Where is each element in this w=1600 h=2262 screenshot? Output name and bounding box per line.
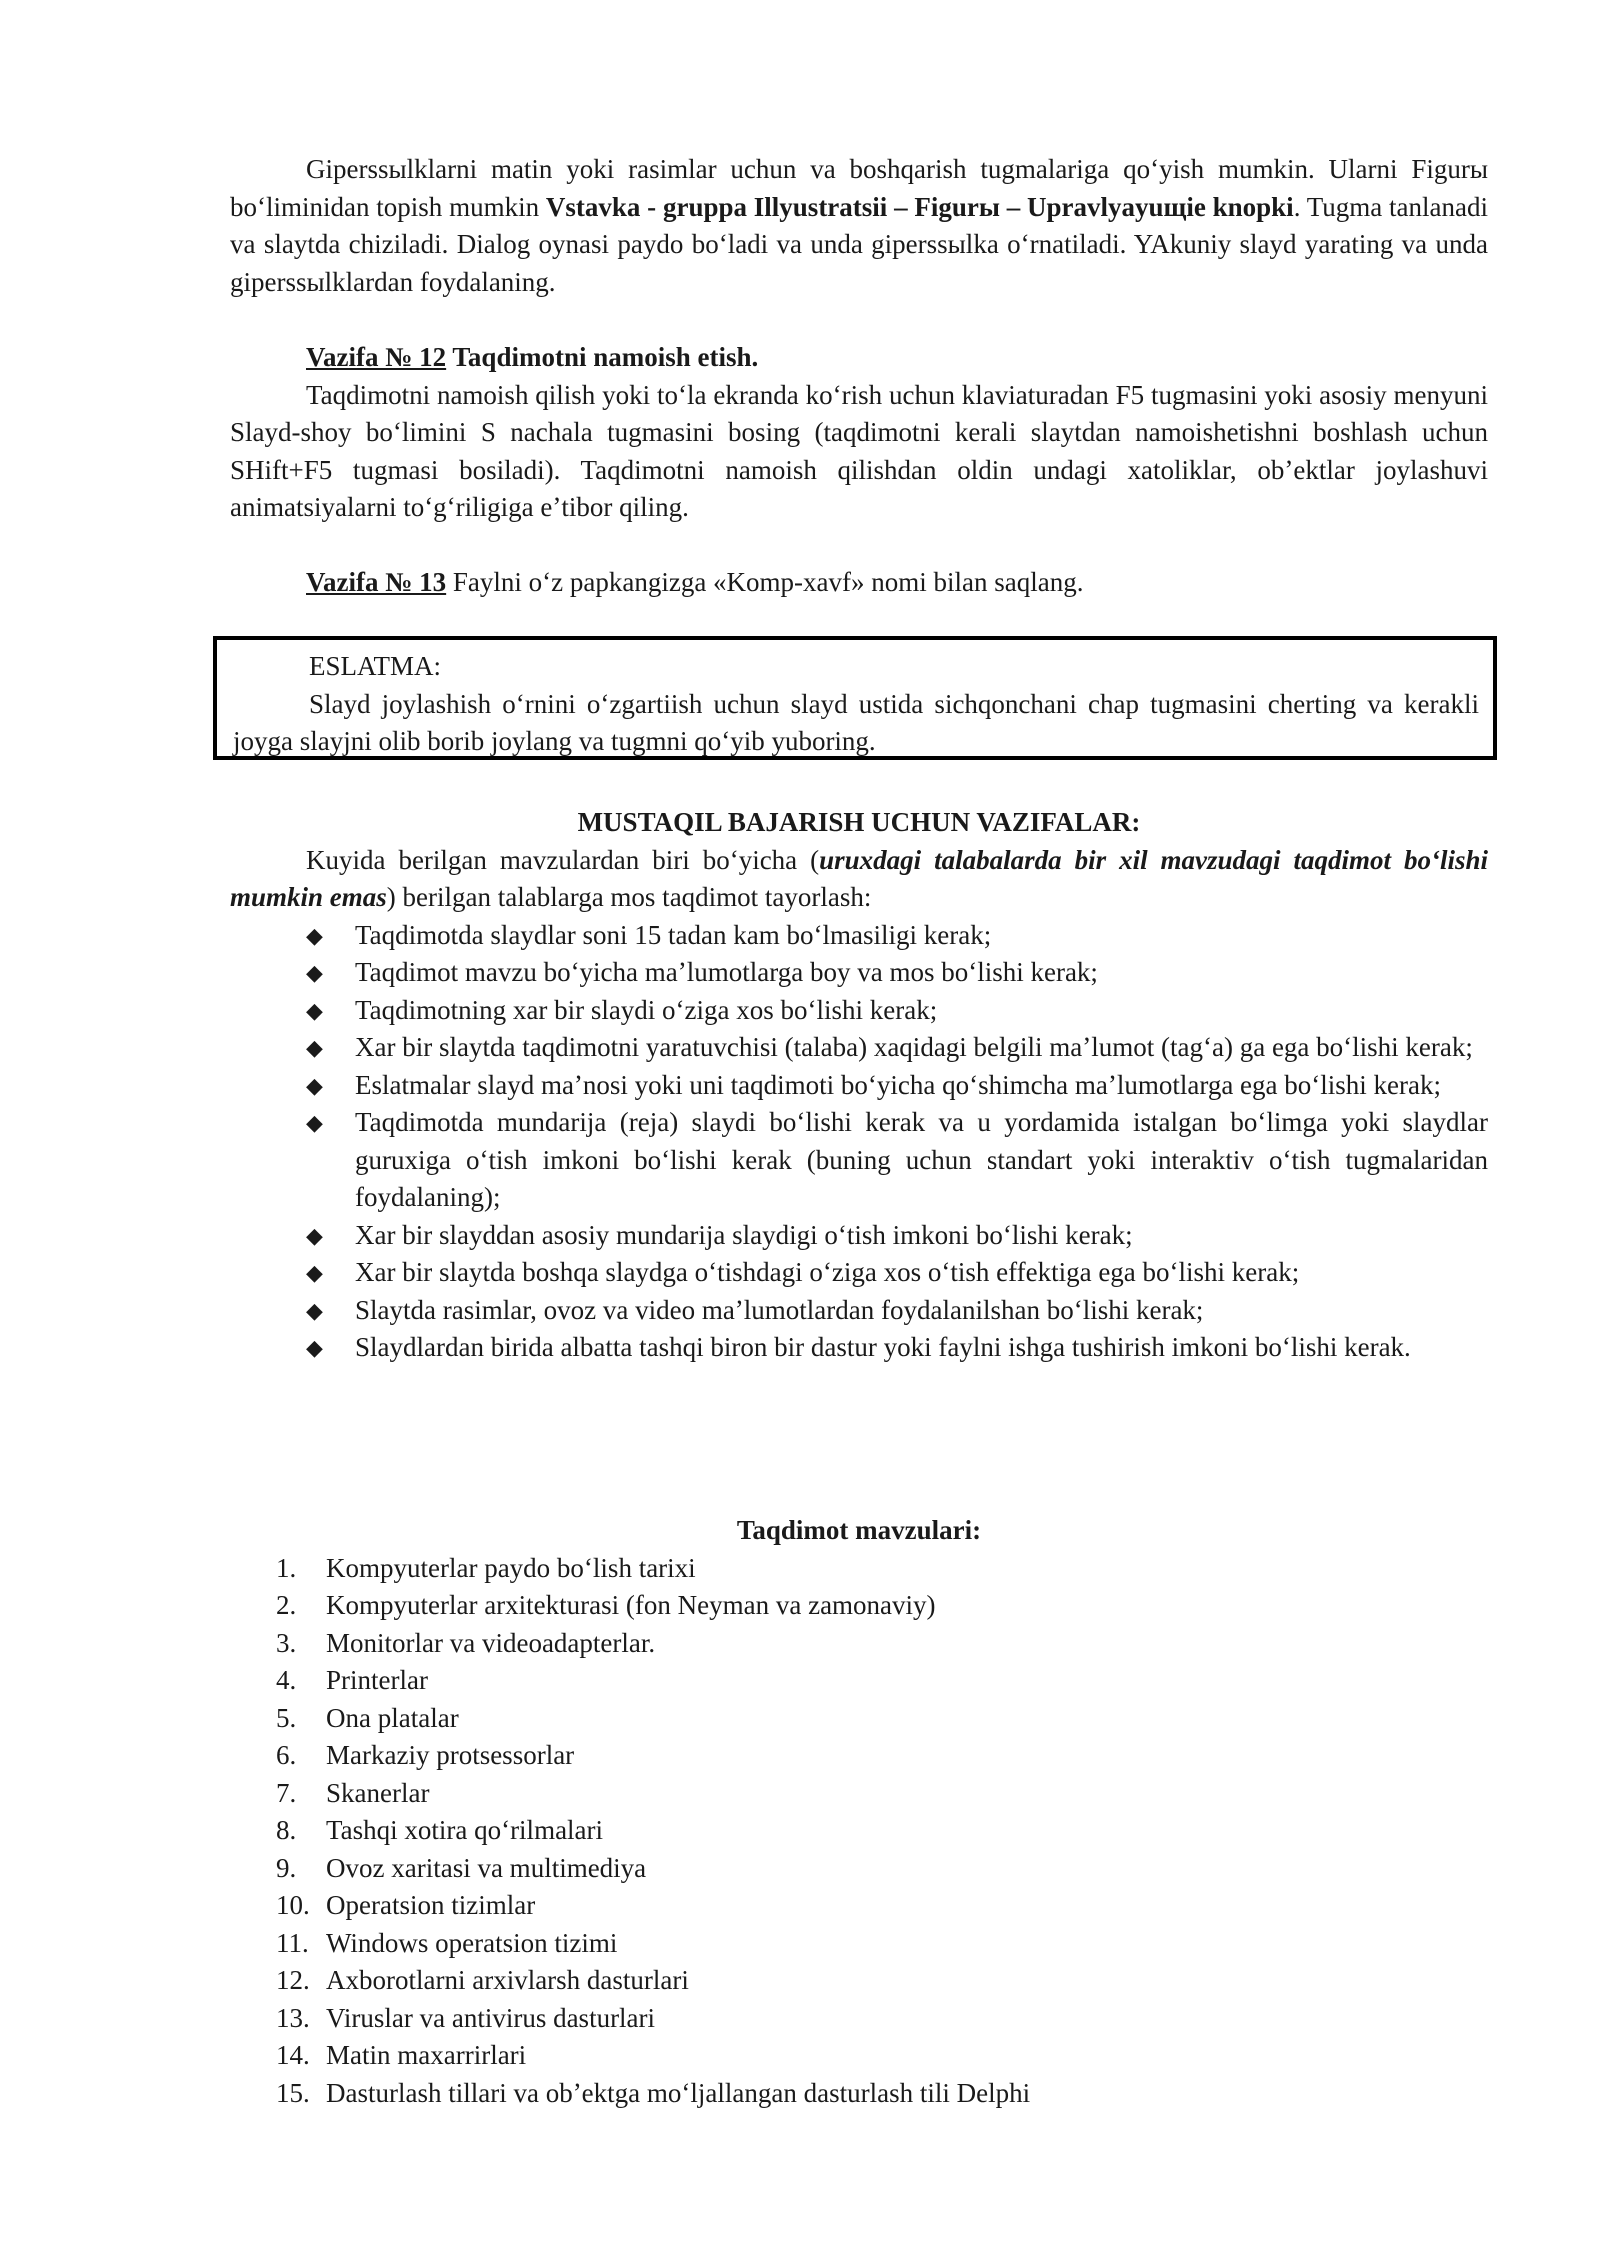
topic-item [230, 1737, 1488, 1775]
diamond-bullet-icon: ◆ [306, 1335, 323, 1360]
diamond-bullet-icon: ◆ [306, 997, 323, 1023]
intro-paragraph [230, 151, 1488, 301]
requirement-item [230, 917, 1488, 955]
intro-section [230, 151, 1488, 301]
intro-text-a: Giperssыlklarni matin yoki rasimlar uchun va boshqarish tugmalariga qoʻyish mumkin. Ularni Figurы boʻliminidan topish mumkin [230, 154, 1488, 222]
topic-number: 9. [276, 1852, 297, 1883]
topic-item [230, 1550, 1488, 1588]
topic-text: Windows operatsion tizimi [326, 1927, 618, 1958]
topic-item [230, 1625, 1488, 1663]
independent-heading: MUSTAQIL BAJARISH UCHUN VAZIFALAR: [577, 807, 1141, 837]
requirement-item [230, 954, 1488, 992]
independent-intro [230, 842, 1488, 917]
topic-item [230, 1962, 1488, 2000]
topics-heading: Taqdimot mavzulari: [736, 1515, 982, 1545]
diamond-bullet-icon: ◆ [306, 1072, 323, 1098]
topic-number: 6. [276, 1740, 297, 1770]
task-12-heading [230, 339, 1488, 377]
diamond-bullet-icon: ◆ [306, 1110, 323, 1135]
requirement-text: Taqdimotda slaydlar soni 15 tadan kam boʻlmasiligi kerak; [355, 919, 992, 950]
topic-text: Matin maxarrirlari [326, 2040, 527, 2070]
requirement-text: Eslatmalar slayd maʼnosi yoki uni taqdimoti boʻyicha qoʻshimcha maʼlumotlarga ega boʻlishi kerak; [355, 1069, 1441, 1100]
topic-item [230, 2037, 1488, 2075]
topic-number: 10. [276, 1890, 310, 1920]
topic-number: 8. [276, 1815, 297, 1845]
diamond-bullet-icon: ◆ [306, 1035, 323, 1060]
intro-text-b: . Tugma tanlanadi va slaytda chiziladi. Dialog oynasi paydo boʻladi va unda giperssыlka oʻrnatiladi. YAkuniy slayd yarating va unda giperssыlklardan foydalaning. [230, 191, 1489, 297]
requirement-text: Xar bir slaytda boshqa slaydga oʻtishdagi oʻziga xos oʻtish effektiga ega boʻlishi kerak; [355, 1257, 1300, 1287]
topic-text: Skanerlar [326, 1777, 430, 1808]
note-heading [233, 648, 1479, 686]
topic-text: Dasturlash tillari va obʼektga moʻljallangan dasturlash tili Delphi [326, 2077, 1031, 2108]
topic-text: Markaziy protsessorlar [326, 1740, 575, 1770]
topic-number: 3. [276, 1627, 297, 1658]
diamond-bullet-icon: ◆ [306, 922, 323, 948]
independent-intro-a: Kuyida berilgan mavzulardan biri boʻyicha ( [306, 844, 820, 875]
task-12-section [230, 339, 1488, 527]
topic-text: Kompyuterlar paydo boʻlish tarixi [326, 1552, 696, 1583]
topic-number: 7. [276, 1777, 297, 1808]
diamond-bullet-icon: ◆ [306, 960, 323, 985]
topic-text: Printerlar [326, 1665, 428, 1695]
intro-bold-menu-path: Vstavka - gruppa Illyustratsii – Figurы – Upravlyayuщie knopki [545, 191, 1294, 222]
requirement-item [230, 1067, 1488, 1105]
requirement-item [230, 1104, 1488, 1217]
diamond-bullet-icon: ◆ [306, 1222, 323, 1248]
topic-number: 14. [276, 2040, 310, 2070]
task-13-section [230, 564, 1488, 602]
topic-number: 5. [276, 1702, 297, 1733]
note-body: Slayd joylashish oʻrnini oʻzgartiish uchun slayd ustida sichqonchani chap tugmasini cherting va kerakli joyga slayjni olib borib joylang va tugmni qoʻyib yuboring. [233, 688, 1479, 756]
topic-item [230, 1925, 1488, 1963]
topic-number: 15. [276, 2077, 310, 2108]
topic-text: Viruslar va antivirus dasturlari [326, 2002, 656, 2033]
task-13-paragraph [230, 564, 1488, 602]
topic-text: Kompyuterlar arxitekturasi (fon Neyman va zamonaviy) [326, 1590, 936, 1620]
diamond-bullet-icon: ◆ [306, 1297, 323, 1323]
note-colon: : [433, 651, 442, 681]
topic-number: 4. [276, 1665, 297, 1695]
topic-item [230, 1775, 1488, 1813]
note-label: ESLATMA [309, 651, 434, 681]
topic-text: Ona platalar [326, 1702, 459, 1733]
task-13-label: Vazifa № 13 [306, 567, 447, 597]
diamond-bullet-icon: ◆ [306, 1260, 323, 1285]
requirement-item [230, 1029, 1488, 1067]
topic-text: Tashqi xotira qoʻrilmalari [326, 1815, 604, 1845]
task-12-title: Taqdimotni namoish etish. [446, 342, 759, 372]
topic-number: 13. [276, 2002, 310, 2033]
topic-number: 12. [276, 1965, 310, 1995]
topics-list [230, 1550, 1488, 2113]
requirements-list [230, 917, 1488, 1367]
independent-tasks-section [230, 804, 1488, 1367]
independent-intro-emphasis: uruxdagi talabalarda bir xil mavzudagi taqdimot boʻlishi mumkin emas [230, 844, 1488, 912]
topic-item [230, 1850, 1488, 1888]
topic-item [230, 1812, 1488, 1850]
requirement-text: Taqdimotning xar bir slaydi oʻziga xos boʻlishi kerak; [355, 994, 938, 1025]
task-13-body: Faylni oʻz papkangizga «Komp-xavf» nomi bilan saqlang. [446, 567, 1084, 597]
topic-item [230, 1587, 1488, 1625]
topic-number: 1. [276, 1552, 297, 1583]
topic-number: 2. [276, 1590, 297, 1620]
requirement-text: Slaydlardan birida albatta tashqi biron bir dastur yoki faylni ishga tushirish imkoni boʻlishi kerak. [355, 1332, 1411, 1362]
requirement-item [230, 1254, 1488, 1292]
topic-text: Operatsion tizimlar [326, 1890, 536, 1920]
note-box [213, 636, 1497, 760]
requirement-text: Slaytda rasimlar, ovoz va video maʼlumotlardan foydalanilshan boʻlishi kerak; [355, 1294, 1204, 1325]
independent-intro-b: ) berilgan talablarga mos taqdimot tayorlash: [386, 882, 872, 912]
topic-text: Axborotlarni arxivlarsh dasturlari [326, 1965, 689, 1995]
topics-section [230, 1512, 1488, 2112]
requirement-text: Xar bir slayddan asosiy mundarija slaydigi oʻtish imkoni boʻlishi kerak; [355, 1219, 1133, 1250]
topic-item [230, 1887, 1488, 1925]
requirement-item [230, 1329, 1488, 1367]
topic-text: Monitorlar va videoadapterlar. [326, 1627, 656, 1658]
requirement-text: Taqdimotda mundarija (reja) slaydi boʻlishi kerak va u yordamida istalgan boʻlimga yoki slaydlar guruxiga oʻtish imkoni boʻlishi kerak (buning uchun standart yoki interaktiv oʻtish tugmalaridan foydalaning); [355, 1107, 1488, 1212]
requirement-item [230, 1217, 1488, 1255]
requirement-text: Taqdimot mavzu boʻyicha maʼlumotlarga boy va mos boʻlishi kerak; [355, 957, 1098, 987]
requirement-item [230, 1292, 1488, 1330]
topic-item [230, 2000, 1488, 2038]
topic-item [230, 2075, 1488, 2113]
topic-item [230, 1662, 1488, 1700]
topic-text: Ovoz xaritasi va multimediya [326, 1852, 647, 1883]
task-12-label: Vazifa № 12 [306, 342, 447, 372]
topic-item [230, 1700, 1488, 1738]
topic-number: 11. [276, 1927, 309, 1958]
requirement-item [230, 992, 1488, 1030]
task-12-body: Taqdimotni namoish qilish yoki toʻla ekranda koʻrish uchun klaviaturadan F5 tugmasini yoki asosiy menyuni Slayd-shoy boʻlimini S nachala tugmasini bosing (taqdimotni kerali slaytdan namoishetishni boshlash uchun SHift+F5 tugmasi bosiladi). Taqdimotni namoish qilishdan oldin undagi xatoliklar, obʼektlar joylashuvi animatsiyalarni toʻgʻriligiga eʼtibor qiling. [230, 379, 1488, 522]
requirement-text: Xar bir slaytda taqdimotni yaratuvchisi (talaba) xaqidagi belgili maʼlumot (tagʻa) ga ega boʻlishi kerak; [355, 1032, 1473, 1062]
